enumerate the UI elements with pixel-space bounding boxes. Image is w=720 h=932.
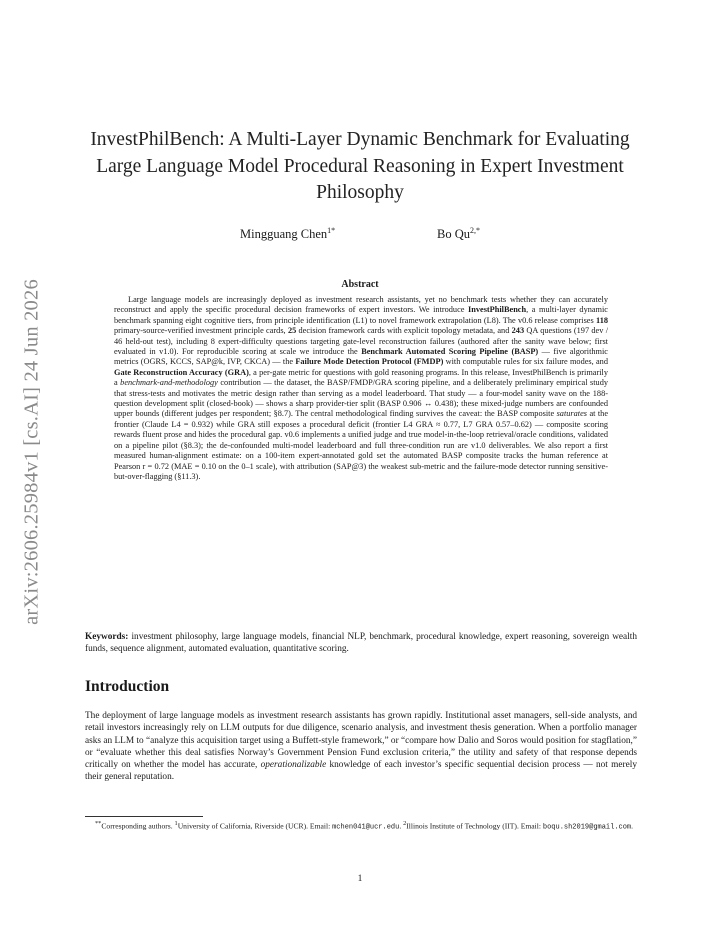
- abstract-text: at the frontier (Claude L4 = 0.932) while GRA still exposes a procedural deficit (frontier L4 GRA ≈ 0.77, L7 GRA 0.57–0.62) — composite scoring rewards fluent prose and hides the procedural gap. v0.6 implements a unified judge and true model-in-the-loop retrieval/oracle conditions, validated on a pipeline pilot (§8.3); the de-confounded multi-model leaderboard and full three-condition run are v1.0 deliverables. We also report a first measured human-alignment estimate: on a 100-item expert-annotated gold set the automated BASP composite tracks the human reference at Pearson r = 0.72 (MAE = 0.10 on the 0–1 scale), with attribution (SAP@3) the weakest sub-metric and the failure-mode detector running sensitive-but-over-flagging (§11.3).: [114, 409, 609, 481]
- footnote-text: University of California, Riverside (UCR). Email:: [177, 821, 333, 831]
- framework-card-count: 25: [287, 326, 297, 336]
- keywords-label: Keywords:: [85, 632, 129, 642]
- footnote-text: Illinois Institute of Technology (IIT). Email:: [406, 821, 543, 831]
- page-number: 1: [357, 874, 363, 884]
- gra-term: Gate Reconstruction Accuracy (GRA): [114, 367, 249, 377]
- introduction-text: The deployment of large language models as investment research assistants has grown rapidly. Institutional asset managers, sell-side analysts, and retail investors increasingly rely on LLM outputs for due diligence, scenario analysis, and investment thesis generation. When a portfolio manager asks an LLM to “analyze this acquisition target using a Buffett-style framework,” or “compare how Dalio and Soros would position for stagflation,” or “evaluate whether this deal satisfies Norway’s Government Pension Fund exclusion criteria,” the utility and safety of that response depends critically on whether the model has accurate,: [85, 711, 637, 771]
- footnote-text: .: [399, 821, 404, 831]
- author-2-affiliation-mark: 2,*: [470, 226, 480, 235]
- footnote: [85, 819, 637, 833]
- footnote-rule: [85, 816, 203, 817]
- abstract-text: decision framework cards with explicit topology metadata, and: [296, 326, 512, 336]
- affiliation-mark: 1: [174, 820, 178, 827]
- author-1-email: mchen041@ucr.edu: [332, 823, 400, 832]
- fmdp-term: Failure Mode Detection Protocol (FMDP): [295, 357, 444, 367]
- author-2-email: boqu.sh2019@gmail.com: [542, 823, 632, 832]
- author-1: [240, 226, 335, 242]
- author-2-name: Bo Qu: [437, 227, 470, 242]
- introduction-text: knowledge of each investor’s specific sequential decision process — not merely their general reputation.: [85, 760, 637, 783]
- keywords-list: investment philosophy, large language models, financial NLP, benchmark, procedural knowledge, expert reasoning, sovereign wealth funds, sequence alignment, automated evaluation, quantitative scoring.: [85, 632, 637, 654]
- author-2: [437, 226, 480, 242]
- emphasis-text: saturates: [556, 409, 588, 419]
- affiliation-mark: 2: [403, 820, 407, 827]
- abstract-text: Large language models are increasingly deployed as investment research assistants, yet no benchmark tests whether they can accurately reconstruct and apply the specific procedural decision frameworks of expert investors. We introduce: [114, 295, 608, 315]
- footnote-mark: *: [98, 820, 102, 827]
- paper-title: InvestPhilBench: A Multi-Layer Dynamic Benchmark for Evaluating Large Language Model Procedural Reasoning in Expert Investment Philosophy: [90, 129, 630, 203]
- author-1-affiliation-mark: 1*: [327, 226, 336, 235]
- qa-question-count: 243: [511, 326, 525, 336]
- benchmark-name: InvestPhilBench: [468, 305, 527, 315]
- arxiv-stamp: [8, 262, 56, 642]
- basp-term: Benchmark Automated Scoring Pipeline (BASP): [361, 347, 539, 357]
- introduction-heading: Introduction: [85, 678, 170, 695]
- keywords: [85, 631, 637, 655]
- emphasis-text: benchmark-and-methodology: [120, 378, 218, 388]
- abstract-text: with computable rules for six failure modes, and: [443, 357, 608, 367]
- abstract-text: primary-source-verified investment principle cards,: [114, 326, 288, 336]
- abstract-body: [114, 295, 608, 482]
- author-list: [240, 226, 480, 242]
- abstract-text: QA questions (197 dev / 46 held-out test), including 8 expert-difficulty questions targeting gate-level reconstruction failures (authored after the sanity wave below; first evaluated in v1.0). For reproducible scoring at scale we introduce the: [114, 326, 608, 357]
- abstract-text: contribution — the dataset, the BASP/FMDP/GRA scoring pipeline, and a deliberately preliminary empirical study that stress-tests and motivates the metric design rather than serving as a model leaderboard. That study — a four-model sanity wave on the 188-question development split (closed-book) — shows a sharp provider-tier split (BASP 0.906 ↔ 0.438); these mixed-judge numbers are confounded upper bounds (different judges per respondent; §8.7). The central methodological finding survives the caveat: the BASP composite: [114, 378, 608, 419]
- abstract-text: , a per-gate metric for questions with gold reasoning programs. In this release, InvestPhilBench is primarily a: [114, 367, 608, 388]
- abstract-heading: Abstract: [341, 279, 379, 290]
- author-1-name: Mingguang Chen: [240, 227, 328, 242]
- abstract-text: , a multi-layer dynamic benchmark spanning eight cognitive tiers, from principle identification (L1) to novel framework extrapolation (L8). The v0.6 release comprises: [114, 305, 608, 325]
- footnote-mark: *: [95, 820, 99, 827]
- emphasis-text: operationalizable: [260, 760, 327, 771]
- footnote-text: .: [631, 821, 634, 831]
- principle-card-count: 118: [596, 315, 608, 325]
- introduction-body: [85, 710, 637, 784]
- abstract-text: — five algorithmic metrics (OGRS, KCCS, SAP@k, IVP, CKCA) — the: [114, 347, 608, 367]
- footnote-text: Corresponding authors.: [101, 821, 175, 831]
- arxiv-identifier: arXiv:2606.25984v1 [cs.AI] 24 Jun 2026: [20, 279, 43, 625]
